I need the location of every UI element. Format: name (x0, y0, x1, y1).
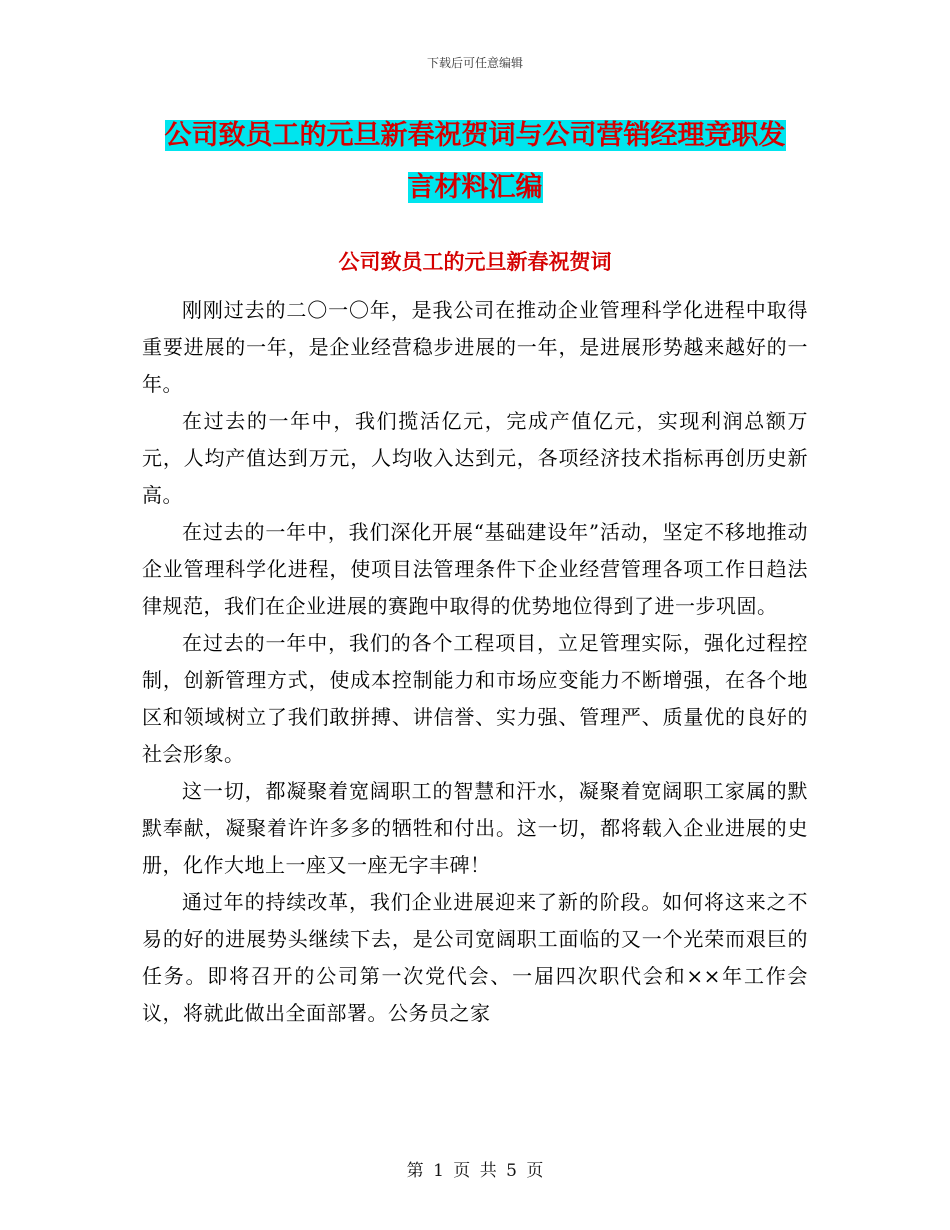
paragraph: 在过去的一年中，我们揽活亿元，完成产值亿元，实现利润总额万元，人均产值达到万元，人均收入达到元，各项经济技术指标再创历史新高。 (142, 409, 808, 507)
section-title: 公司致员工的元旦新春祝贺词 (338, 250, 612, 274)
document-title (140, 110, 810, 214)
page-number: 第 1 页 共 5 页 (406, 1161, 544, 1181)
body-text (142, 292, 808, 1032)
paragraph: 在过去的一年中，我们的各个工程项目，立足管理实际，强化过程控制，创新管理方式，使成本控制能力和市场应变能力不断增强，在各个地区和领域树立了我们敢拼搏、讲信誉、实力强、管理严、质量优的良好的社会形象。 (142, 631, 808, 766)
paragraph: 在过去的一年中，我们深化开展“基础建设年”活动，坚定不移地推动企业管理科学化进程，使项目法管理条件下企业经营管理各项工作日趋法律规范，我们在企业进展的赛跑中取得的优势地位得到了进一步巩固。 (142, 520, 808, 618)
paragraph: 刚刚过去的二〇一〇年，是我公司在推动企业管理科学化进程中取得重要进展的一年，是企业经营稳步进展的一年，是进展形势越来越好的一年。 (142, 298, 808, 396)
header-note: 下载后可任意编辑 (426, 56, 523, 70)
document-title-line-2: 言材料汇编 (407, 172, 543, 203)
paragraph: 通过年的持续改革，我们企业进展迎来了新的阶段。如何将这来之不易的好的进展势头继续下去，是公司宽阔职工面临的又一个光荣而艰巨的任务。即将召开的公司第一次党代会、一届四次职代会和××年工作会议，将就此做出全面部署。公务员之家 (142, 890, 808, 1025)
paragraph: 这一切，都凝聚着宽阔职工的智慧和汗水，凝聚着宽阔职工家属的默默奉献，凝聚着许许多多的牺牲和付出。这一切，都将载入企业进展的史册，化作大地上一座又一座无字丰碑！ (142, 779, 808, 877)
document-title-line-1: 公司致员工的元旦新春祝贺词与公司营销经理竞职发 (164, 120, 786, 151)
